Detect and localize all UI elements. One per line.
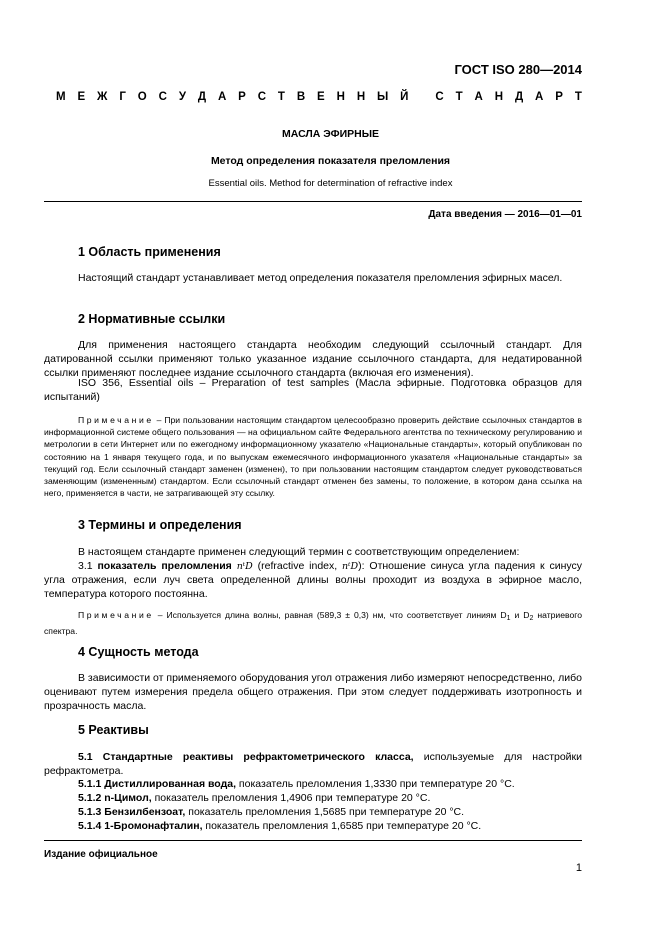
banner-letter bbox=[420, 91, 423, 103]
banner-letter: О bbox=[137, 91, 147, 103]
reagent-item-5-1 bbox=[44, 751, 582, 779]
section-1-heading: 1 Область применения bbox=[78, 245, 221, 259]
section-5-heading: 5 Реактивы bbox=[78, 723, 149, 737]
term-name: показатель преломления bbox=[97, 560, 232, 572]
note-text-a: – Используется длина волны, равная (589,3 ± 0,3) нм, что соответствует линиям D bbox=[153, 610, 507, 620]
term-symbol: nᵗD bbox=[236, 561, 253, 572]
note-subscript-1: 1 bbox=[506, 615, 511, 622]
term-definition bbox=[44, 560, 582, 601]
reagent-item-label: 5.1.2 n-Цимол, bbox=[78, 792, 152, 804]
section-3-note bbox=[44, 609, 582, 637]
banner-letter: Т bbox=[277, 91, 285, 103]
term-number: 3.1 bbox=[78, 560, 98, 572]
reagent-item-label: 5.1.4 1-Бромонафталин, bbox=[78, 820, 203, 832]
banner-letter: Е bbox=[317, 91, 325, 103]
banner-letter: Г bbox=[119, 91, 126, 103]
reagent-item-5-1-3 bbox=[44, 806, 582, 820]
edition-label: Издание официальное bbox=[44, 849, 158, 860]
section-2-paragraph-2: ISO 356, Essential oils – Preparation of test samples (Масла эфирные. Подготовка образцов для испытаний) bbox=[44, 377, 582, 403]
document-subtitle: Метод определения показателя преломления bbox=[210, 155, 451, 167]
reagent-item-text: используемые для настройки рефрактометра. bbox=[44, 751, 583, 777]
reagent-item-label: 5.1.3 Бензилбензоат, bbox=[78, 806, 186, 818]
banner-letter: А bbox=[474, 91, 483, 103]
standard-type-banner bbox=[56, 91, 582, 103]
banner-letter: С bbox=[257, 91, 267, 103]
banner-letter: Й bbox=[400, 91, 409, 103]
banner-letter: Н bbox=[494, 91, 504, 103]
reagent-item-text: показатель преломления 1,4906 при температуре 20 °C. bbox=[151, 792, 431, 804]
reagent-item-5-1-2 bbox=[44, 792, 582, 806]
gost-number: ГОСТ ISO 280—2014 bbox=[454, 62, 582, 77]
reagent-item-5-1-4 bbox=[44, 820, 582, 834]
divider-top bbox=[44, 201, 582, 202]
reagent-item-5-1-1 bbox=[44, 778, 582, 792]
banner-letter: С bbox=[435, 91, 444, 103]
section-3-heading: 3 Термины и определения bbox=[78, 518, 242, 532]
note-subscript-2: 2 bbox=[529, 615, 534, 622]
banner-letter: А bbox=[217, 91, 227, 103]
banner-letter: Р bbox=[238, 91, 246, 103]
note-text: – При пользовании настоящим стандартом целесообразно проверить действие ссылочных стандартов в информационной системе общего пользования — на официальном сайте Федерального агентства по техническому регулированию и метрологии в сети Интернет или по ежегодному информационному указателю «Национальные стандарты», который опубликован по состоянию на 1 января текущего года, и по выпускам ежемесячного информационного указателя «Национальные стандарты» за текущий год. Если ссылочный стандарт заменен (изменен), то при пользовании настоящим стандартом следует руководствоваться заменяющим (измененным) стандартом. Если ссылочный стандарт отменен без замены, то положение, в котором дана ссылка на него, применяется в части, не затрагивающей эту ссылку. bbox=[44, 415, 582, 499]
banner-letter: Т bbox=[455, 91, 463, 103]
reagent-item-text: показатель преломления 1,5685 при температуре 20 °C. bbox=[185, 806, 465, 818]
reagent-item-text: показатель преломления 1,3330 при температуре 20 °C. bbox=[236, 778, 515, 790]
term-paren-close: ): bbox=[358, 560, 370, 572]
note-label: Примечание bbox=[78, 610, 154, 620]
introduction-date: Дата введения — 2016—01—01 bbox=[428, 209, 582, 220]
term-paren-open: (refractive index, bbox=[252, 560, 343, 572]
divider-bottom bbox=[44, 840, 582, 841]
banner-letter: Д bbox=[197, 91, 207, 103]
banner-letter: Т bbox=[574, 91, 582, 103]
banner-letter: Д bbox=[514, 91, 524, 103]
banner-letter: Е bbox=[77, 91, 86, 103]
banner-letter: А bbox=[535, 91, 544, 103]
banner-letter: С bbox=[158, 91, 167, 103]
section-2-heading: 2 Нормативные ссылки bbox=[78, 312, 226, 326]
section-4-heading: 4 Сущность метода bbox=[78, 645, 199, 659]
reagent-item-label: 5.1.1 Дистиллированная вода, bbox=[78, 778, 237, 790]
banner-letter: В bbox=[296, 91, 306, 103]
section-1-paragraph: Настоящий стандарт устанавливает метод определения показателя преломления эфирных масел. bbox=[78, 272, 563, 284]
banner-letter: Н bbox=[356, 91, 366, 103]
term-definition-text: Отношение синуса угла падения к синусу угла отражения, если луч света определенной длины волны проходит из воздуха в эфирное масло, температура которого постоянна. bbox=[44, 560, 583, 600]
banner-letter: М bbox=[56, 91, 66, 103]
section-4-paragraph: В зависимости от применяемого оборудования угол отражения либо измеряют непосредственно, либо оценивают путем измерения предела общего отражения. При этом следует поддерживать изотропность и прозрачность масла. bbox=[44, 672, 582, 712]
term-symbol-2: nᵗD bbox=[342, 561, 359, 572]
english-title: Essential oils. Method for determination of refractive index bbox=[208, 178, 453, 189]
section-3-paragraph: В настоящем стандарте применен следующий термин с соответствующим определением: bbox=[78, 546, 520, 558]
banner-letter: Р bbox=[555, 91, 563, 103]
note-label: Примечание bbox=[78, 415, 154, 425]
document-title: МАСЛА ЭФИРНЫЕ bbox=[282, 128, 379, 140]
reagent-item-text: показатель преломления 1,6585 при температуре 20 °C. bbox=[202, 820, 482, 832]
note-text-b: и D bbox=[510, 610, 530, 620]
reagent-item-label: 5.1 Стандартные реактивы рефрактометрического класса, bbox=[78, 751, 414, 763]
section-2-note bbox=[44, 414, 582, 499]
note-text-c: натриевого спектра. bbox=[44, 610, 582, 637]
banner-letter: У bbox=[178, 91, 186, 103]
banner-letter: Ы bbox=[377, 91, 389, 103]
page-number: 1 bbox=[575, 862, 582, 874]
section-2-paragraph-1: Для применения настоящего стандарта необходим следующий ссылочный стандарт. Для датированной ссылки применяют только указанное издание ссылочного стандарта, для недатированной ссылки применяют последнее издание ссылочного стандарта (включая его изменения). bbox=[44, 339, 582, 379]
banner-letter: Н bbox=[336, 91, 345, 103]
banner-letter: Ж bbox=[97, 91, 108, 103]
